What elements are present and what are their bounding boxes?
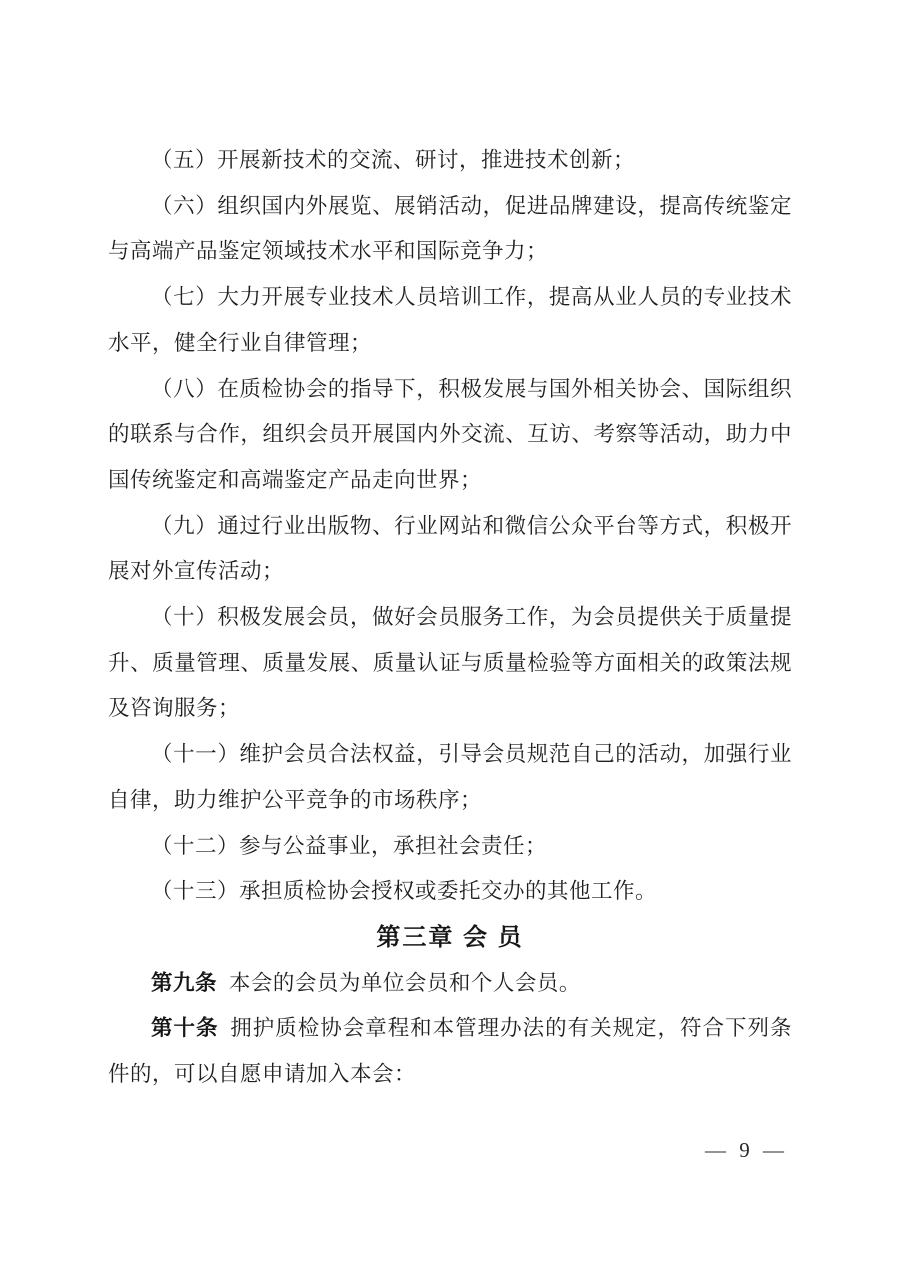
clause-7: （七）大力开展专业技术人员培训工作，提高从业人员的专业技术水平，健全行业自律管理； [108, 285, 792, 355]
document-body [108, 138, 792, 1098]
clause-12: （十二）参与公益事业，承担社会责任； [151, 833, 548, 858]
clause-6: （六）组织国内外展览、展销活动，促进品牌建设，提高传统鉴定与高端产品鉴定领域技术水平和国际竞争力； [108, 193, 792, 264]
clause-9: （九）通过行业出版物、行业网站和微信公众平台等方式，积极开展对外宣传活动； [108, 513, 792, 584]
article-9-label: 第九条 [151, 970, 218, 995]
clause-13: （十三）承担质检协会授权或委托交办的其他工作。 [151, 879, 658, 904]
clause-11: （十一）维护会员合法权益，引导会员规范自己的活动，加强行业自律，助力维护公平竞争的市场秩序； [108, 742, 792, 812]
article-10-body: 拥护质检协会章程和本管理办法的有关规定，符合下列条件的，可以自愿申请加入本会： [108, 1016, 792, 1087]
article-9-body: 本会的会员为单位会员和个人会员。 [228, 970, 581, 995]
article-10-label: 第十条 [151, 1016, 219, 1041]
clause-5: （五）开展新技术的交流、研讨，推进技术创新； [151, 148, 636, 172]
article-9 [108, 961, 792, 1007]
article-10 [108, 1006, 792, 1097]
clause-10: （十）积极发展会员，做好会员服务工作，为会员提供关于质量提升、质量管理、质量发展、质量认证与质量检验等方面相关的政策法规及咨询服务； [108, 605, 792, 721]
clause-8: （八）在质检协会的指导下，积极发展与国外相关协会、国际组织的联系与合作，组织会员开展国内外交流、互访、考察等活动，助力中国传统鉴定和高端鉴定产品走向世界； [108, 376, 792, 492]
page-number: — 9 — [705, 1138, 788, 1162]
chapter-heading: 第三章 会 员 [376, 923, 524, 951]
